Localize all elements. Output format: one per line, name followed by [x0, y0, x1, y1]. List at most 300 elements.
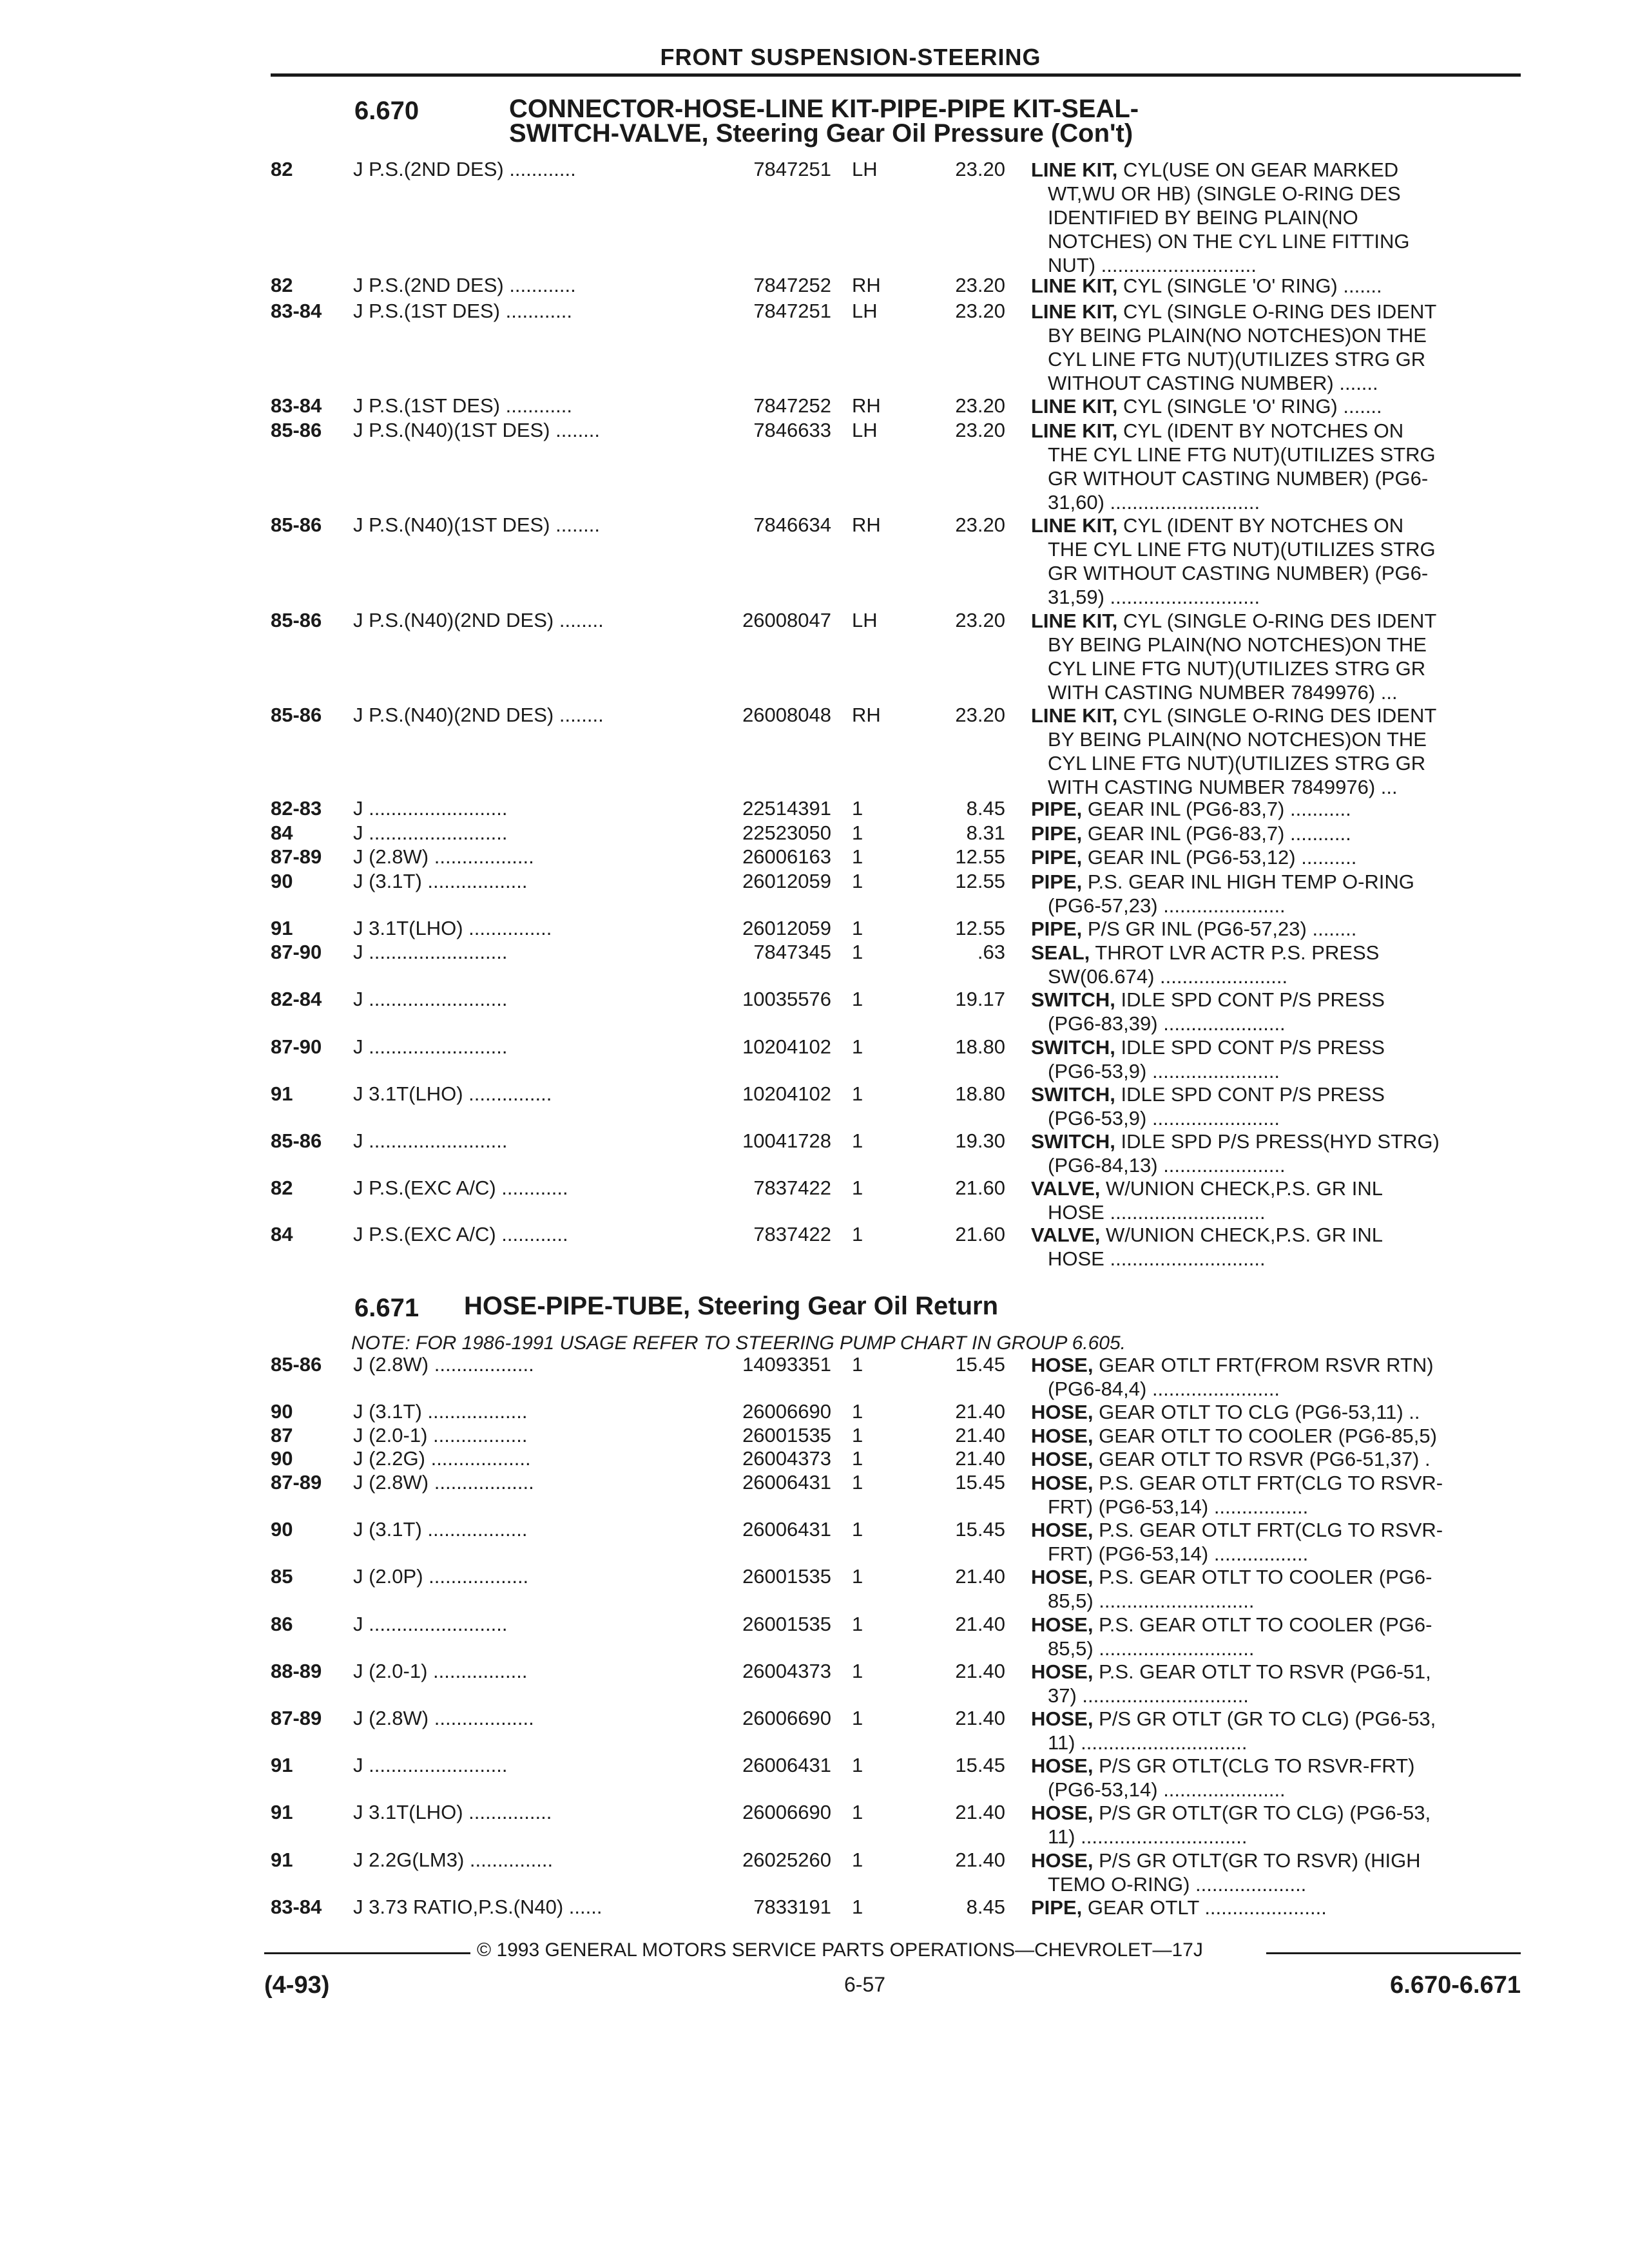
model-code: J 2.2G(LM3) ...............: [353, 1849, 554, 1871]
quantity: LH: [852, 419, 878, 441]
description: [1031, 988, 1508, 1035]
description-keyword: HOSE,: [1031, 1707, 1094, 1730]
description: [1031, 1353, 1508, 1401]
section-title: [509, 97, 1139, 146]
model-code: J (2.8W) ..................: [353, 1471, 534, 1494]
model-year: 82-83: [271, 797, 322, 820]
description: [1031, 1471, 1508, 1519]
description-keyword: LINE KIT,: [1031, 300, 1118, 323]
description-continuation: NUT) ............................: [1048, 254, 1257, 276]
part-number: 26001535: [742, 1565, 831, 1588]
description: [1031, 704, 1508, 799]
description: [1031, 1424, 1508, 1448]
part-number: 26008047: [742, 609, 831, 631]
description: [1031, 1129, 1508, 1177]
description: [1031, 917, 1508, 941]
model-code: J 3.1T(LHO) ...............: [353, 1801, 552, 1823]
description-continuation: 37) ..............................: [1048, 1684, 1249, 1707]
price: 8.31: [966, 822, 1005, 844]
price: 23.20: [955, 158, 1005, 180]
description: [1031, 1082, 1508, 1130]
description-keyword: PIPE,: [1031, 918, 1083, 940]
price: 12.55: [955, 870, 1005, 892]
price: 21.60: [955, 1223, 1005, 1245]
description-continuation: WITH CASTING NUMBER 7849976) ...: [1048, 776, 1398, 798]
page-header: [271, 44, 1521, 77]
part-number: 7847251: [753, 300, 831, 322]
description-keyword: LINE KIT,: [1031, 395, 1118, 418]
description-continuation: (PG6-53,9) .......................: [1048, 1107, 1280, 1129]
model-year: 91: [271, 1801, 293, 1823]
part-number: 26006690: [742, 1400, 831, 1423]
description-continuation: 11) ..............................: [1048, 1825, 1248, 1848]
description-text: CYL (SINGLE O-RING DES IDENT: [1117, 300, 1437, 323]
quantity: 1: [852, 1849, 863, 1871]
price: 23.20: [955, 419, 1005, 441]
page-number: 6-57: [844, 1973, 886, 1996]
description-text: P/S GR OTLT (GR TO CLG) (PG6-53,: [1093, 1707, 1436, 1730]
price: 21.40: [955, 1660, 1005, 1682]
description-keyword: LINE KIT,: [1031, 274, 1118, 297]
description: [1031, 1447, 1508, 1471]
part-number: 14093351: [742, 1353, 831, 1376]
price: 21.60: [955, 1177, 1005, 1199]
part-number: 26012059: [742, 870, 831, 892]
description-keyword: LINE KIT,: [1031, 514, 1118, 537]
model-year: 91: [271, 1082, 293, 1105]
model-year: 91: [271, 917, 293, 939]
model-year: 83-84: [271, 300, 322, 322]
description-keyword: SWITCH,: [1031, 1083, 1115, 1106]
model-code: J (2.0-1) .................: [353, 1424, 528, 1446]
description-continuation: 31,59) ...........................: [1048, 586, 1260, 608]
footer-rule-left: [264, 1952, 470, 1954]
description: [1031, 1565, 1508, 1613]
model-code: J 3.1T(LHO) ...............: [353, 1082, 552, 1105]
description-continuation: THE CYL LINE FTG NUT)(UTILIZES STRG: [1048, 538, 1436, 561]
price: 21.40: [955, 1613, 1005, 1635]
description-text: P/S GR INL (PG6-57,23) ........: [1082, 918, 1357, 940]
description-continuation: GR WITHOUT CASTING NUMBER) (PG6-: [1048, 562, 1429, 584]
price: 21.40: [955, 1849, 1005, 1871]
model-year: 87-90: [271, 1035, 322, 1058]
description: [1031, 158, 1508, 277]
description-text: CYL(USE ON GEAR MARKED: [1117, 159, 1399, 181]
quantity: 1: [852, 1082, 863, 1105]
model-year: 87-89: [271, 845, 322, 868]
description-keyword: HOSE,: [1031, 1566, 1094, 1588]
quantity: 1: [852, 1447, 863, 1470]
description-text: P.S. GEAR OTLT FRT(CLG TO RSVR-: [1093, 1472, 1443, 1494]
model-year: 84: [271, 822, 293, 844]
quantity: 1: [852, 1565, 863, 1588]
description-continuation: FRT) (PG6-53,14) .................: [1048, 1495, 1309, 1518]
description-keyword: HOSE,: [1031, 1401, 1094, 1423]
price: 19.30: [955, 1129, 1005, 1152]
description-text: P.S. GEAR OTLT TO COOLER (PG6-: [1093, 1566, 1432, 1588]
price: 23.20: [955, 704, 1005, 726]
model-year: 82: [271, 274, 293, 296]
quantity: 1: [852, 1400, 863, 1423]
model-year: 87-89: [271, 1471, 322, 1494]
model-year: 85-86: [271, 514, 322, 536]
description-continuation: (PG6-84,4) .......................: [1048, 1378, 1280, 1400]
description-continuation: (PG6-84,13) ......................: [1048, 1154, 1286, 1177]
quantity: 1: [852, 1896, 863, 1918]
description-keyword: PIPE,: [1031, 870, 1083, 893]
model-code: J P.S.(EXC A/C) ............: [353, 1177, 568, 1199]
quantity: 1: [852, 1035, 863, 1058]
model-code: J .........................: [353, 941, 508, 963]
description-keyword: SWITCH,: [1031, 1036, 1115, 1059]
model-code: J (2.8W) ..................: [353, 1353, 534, 1376]
description-keyword: SWITCH,: [1031, 1130, 1115, 1153]
description-text: P.S. GEAR INL HIGH TEMP O-RING: [1082, 870, 1414, 893]
model-code: J 3.73 RATIO,P.S.(N40) ......: [353, 1896, 602, 1918]
quantity: 1: [852, 917, 863, 939]
model-year: 90: [271, 870, 293, 892]
description-continuation: FRT) (PG6-53,14) .................: [1048, 1542, 1309, 1565]
description-text: CYL (SINGLE O-RING DES IDENT: [1117, 610, 1437, 632]
description-text: IDLE SPD CONT P/S PRESS: [1115, 1083, 1385, 1106]
model-year: 83-84: [271, 394, 322, 417]
model-code: J .........................: [353, 1035, 508, 1058]
description-text: IDLE SPD P/S PRESS(HYD STRG): [1115, 1130, 1440, 1153]
price: 18.80: [955, 1035, 1005, 1058]
model-code: J P.S.(1ST DES) ............: [353, 394, 572, 417]
part-number: 7846634: [753, 514, 831, 536]
description: [1031, 1400, 1508, 1424]
price: 21.40: [955, 1707, 1005, 1729]
price: 15.45: [955, 1518, 1005, 1541]
description-text: GEAR INL (PG6-83,7) ...........: [1082, 798, 1351, 820]
model-code: J P.S.(N40)(1ST DES) ........: [353, 419, 601, 441]
description: [1031, 514, 1508, 609]
price: 21.40: [955, 1400, 1005, 1423]
model-year: 85-86: [271, 609, 322, 631]
description: [1031, 1177, 1508, 1224]
description-continuation: (PG6-57,23) ......................: [1048, 894, 1286, 917]
description-keyword: LINE KIT,: [1031, 610, 1118, 632]
price: 8.45: [966, 1896, 1005, 1918]
model-code: J (2.2G) ..................: [353, 1447, 531, 1470]
section-title-line2: SWITCH-VALVE, Steering Gear Oil Pressure (Con't): [509, 119, 1133, 148]
price: 21.40: [955, 1424, 1005, 1446]
part-number: 26006163: [742, 845, 831, 868]
price: .63: [977, 941, 1005, 963]
model-code: J 3.1T(LHO) ...............: [353, 917, 552, 939]
model-code: J .........................: [353, 797, 508, 820]
description: [1031, 797, 1508, 821]
description-continuation: CYL LINE FTG NUT)(UTILIZES STRG GR: [1048, 657, 1426, 680]
price: 23.20: [955, 274, 1005, 296]
part-number: 26004373: [742, 1447, 831, 1470]
description-text: P/S GR OTLT(CLG TO RSVR-FRT): [1093, 1754, 1415, 1777]
price: 21.40: [955, 1801, 1005, 1823]
description-keyword: HOSE,: [1031, 1802, 1094, 1824]
model-year: 87: [271, 1424, 293, 1446]
quantity: 1: [852, 1424, 863, 1446]
description-keyword: SWITCH,: [1031, 988, 1115, 1011]
part-number: 10204102: [742, 1035, 831, 1058]
model-code: J P.S.(1ST DES) ............: [353, 300, 572, 322]
description-continuation: (PG6-53,14) ......................: [1048, 1778, 1286, 1801]
model-year: 83-84: [271, 1896, 322, 1918]
quantity: 1: [852, 1613, 863, 1635]
price: 21.40: [955, 1565, 1005, 1588]
model-code: J (2.0-1) .................: [353, 1660, 528, 1682]
description-text: CYL (SINGLE O-RING DES IDENT: [1117, 704, 1437, 727]
description-keyword: HOSE,: [1031, 1613, 1094, 1636]
description-keyword: HOSE,: [1031, 1660, 1094, 1683]
copyright: © 1993 GENERAL MOTORS SERVICE PARTS OPERATIONS—CHEVROLET—17J: [477, 1939, 1203, 1961]
model-code: J P.S.(2ND DES) ............: [353, 158, 576, 180]
description-continuation: WITHOUT CASTING NUMBER) .......: [1048, 372, 1378, 394]
description: [1031, 1801, 1508, 1849]
model-year: 85-86: [271, 1129, 322, 1152]
model-code: J P.S.(N40)(2ND DES) ........: [353, 609, 604, 631]
model-year: 82: [271, 1177, 293, 1199]
description-keyword: HOSE,: [1031, 1448, 1094, 1470]
description-text: CYL (SINGLE 'O' RING) .......: [1117, 274, 1382, 297]
model-code: J P.S.(2ND DES) ............: [353, 274, 576, 296]
part-number: 7833191: [753, 1896, 831, 1918]
part-number: 26006690: [742, 1801, 831, 1823]
model-code: J .........................: [353, 1754, 508, 1776]
model-code: J .........................: [353, 1613, 508, 1635]
model-code: J .........................: [353, 822, 508, 844]
description-text: P.S. GEAR OTLT TO RSVR (PG6-51,: [1093, 1660, 1431, 1683]
model-code: J (2.8W) ..................: [353, 845, 534, 868]
part-number: 7847251: [753, 158, 831, 180]
quantity: 1: [852, 1801, 863, 1823]
part-number: 26001535: [742, 1613, 831, 1635]
quantity: 1: [852, 988, 863, 1010]
description-text: GEAR OTLT ......................: [1082, 1896, 1327, 1919]
part-number: 26006431: [742, 1471, 831, 1494]
quantity: 1: [852, 1754, 863, 1776]
description-text: GEAR INL (PG6-83,7) ...........: [1082, 822, 1351, 845]
description-continuation: THE CYL LINE FTG NUT)(UTILIZES STRG: [1048, 443, 1436, 466]
description: [1031, 1660, 1508, 1707]
part-number: 22514391: [742, 797, 831, 820]
section-note: NOTE: FOR 1986-1991 USAGE REFER TO STEERING PUMP CHART IN GROUP 6.605.: [351, 1332, 1126, 1354]
description-continuation: CYL LINE FTG NUT)(UTILIZES STRG GR: [1048, 752, 1426, 774]
part-number: 7847345: [753, 941, 831, 963]
description-keyword: PIPE,: [1031, 846, 1083, 869]
price: 23.20: [955, 609, 1005, 631]
model-year: 91: [271, 1754, 293, 1776]
quantity: 1: [852, 1518, 863, 1541]
quantity: LH: [852, 300, 878, 322]
price: 23.20: [955, 514, 1005, 536]
description: [1031, 1849, 1508, 1896]
part-number: 26012059: [742, 917, 831, 939]
description: [1031, 1707, 1508, 1754]
description-continuation: GR WITHOUT CASTING NUMBER) (PG6-: [1048, 467, 1429, 490]
description-keyword: PIPE,: [1031, 798, 1083, 820]
model-year: 85: [271, 1565, 293, 1588]
quantity: 1: [852, 845, 863, 868]
description-continuation: BY BEING PLAIN(NO NOTCHES)ON THE: [1048, 633, 1427, 656]
description-keyword: LINE KIT,: [1031, 704, 1118, 727]
model-code: J P.S.(EXC A/C) ............: [353, 1223, 568, 1245]
page-title: FRONT SUSPENSION-STEERING: [660, 44, 1041, 70]
price: 23.20: [955, 300, 1005, 322]
description-keyword: HOSE,: [1031, 1472, 1094, 1494]
description-text: GEAR OTLT FRT(FROM RSVR RTN): [1093, 1354, 1434, 1376]
quantity: 1: [852, 797, 863, 820]
description-text: CYL (SINGLE 'O' RING) .......: [1117, 395, 1382, 418]
footer-date: (4-93): [264, 1972, 330, 1999]
description-continuation: HOSE ............................: [1048, 1247, 1266, 1270]
model-code: J .........................: [353, 1129, 508, 1152]
quantity: LH: [852, 609, 878, 631]
description-keyword: HOSE,: [1031, 1519, 1094, 1541]
part-number: 26006690: [742, 1707, 831, 1729]
model-year: 90: [271, 1447, 293, 1470]
price: 19.17: [955, 988, 1005, 1010]
description-text: P.S. GEAR OTLT FRT(CLG TO RSVR-: [1093, 1519, 1443, 1541]
model-year: 91: [271, 1849, 293, 1871]
description: [1031, 1613, 1508, 1660]
price: 18.80: [955, 1082, 1005, 1105]
description-keyword: SEAL,: [1031, 941, 1090, 964]
quantity: 1: [852, 1223, 863, 1245]
price: 8.45: [966, 797, 1005, 820]
part-number: 26025260: [742, 1849, 831, 1871]
description-keyword: HOSE,: [1031, 1354, 1094, 1376]
description-text: W/UNION CHECK,P.S. GR INL: [1100, 1224, 1383, 1246]
model-year: 86: [271, 1613, 293, 1635]
description-continuation: BY BEING PLAIN(NO NOTCHES)ON THE: [1048, 324, 1427, 347]
part-number: 7837422: [753, 1223, 831, 1245]
model-year: 85-86: [271, 419, 322, 441]
quantity: 1: [852, 1177, 863, 1199]
description: [1031, 274, 1508, 298]
description-keyword: HOSE,: [1031, 1425, 1094, 1447]
model-code: J .........................: [353, 988, 508, 1010]
description-text: GEAR OTLT TO CLG (PG6-53,11) ..: [1093, 1401, 1420, 1423]
description-text: IDLE SPD CONT P/S PRESS: [1115, 1036, 1385, 1059]
description-text: P.S. GEAR OTLT TO COOLER (PG6-: [1093, 1613, 1432, 1636]
model-year: 87-90: [271, 941, 322, 963]
quantity: 1: [852, 1471, 863, 1494]
quantity: 1: [852, 1660, 863, 1682]
section-title: HOSE-PIPE-TUBE, Steering Gear Oil Return: [464, 1292, 999, 1320]
description-keyword: VALVE,: [1031, 1177, 1101, 1200]
part-number: 26008048: [742, 704, 831, 726]
description-continuation: WT,WU OR HB) (SINGLE O-RING DES: [1048, 182, 1401, 205]
description-continuation: 85,5) ............................: [1048, 1590, 1255, 1612]
section-number: 6.671: [354, 1294, 419, 1322]
part-number: 26004373: [742, 1660, 831, 1682]
model-code: J (2.0P) ..................: [353, 1565, 529, 1588]
model-year: 90: [271, 1518, 293, 1541]
description: [1031, 941, 1508, 988]
description-continuation: (PG6-53,9) .......................: [1048, 1060, 1280, 1082]
quantity: 1: [852, 822, 863, 844]
description-text: GEAR OTLT TO COOLER (PG6-85,5): [1093, 1425, 1437, 1447]
description-continuation: CYL LINE FTG NUT)(UTILIZES STRG GR: [1048, 348, 1426, 370]
quantity: 1: [852, 1129, 863, 1152]
price: 12.55: [955, 845, 1005, 868]
quantity: 1: [852, 941, 863, 963]
description-text: THROT LVR ACTR P.S. PRESS: [1090, 941, 1380, 964]
description-continuation: IDENTIFIED BY BEING PLAIN(NO: [1048, 206, 1358, 229]
model-year: 90: [271, 1400, 293, 1423]
description: [1031, 870, 1508, 918]
description-keyword: LINE KIT,: [1031, 159, 1118, 181]
description-continuation: SW(06.674) .......................: [1048, 965, 1288, 988]
description-text: IDLE SPD CONT P/S PRESS: [1115, 988, 1385, 1011]
description-continuation: (PG6-83,39) ......................: [1048, 1012, 1286, 1035]
section-title-line1: CONNECTOR-HOSE-LINE KIT-PIPE-PIPE KIT-SEAL-: [509, 95, 1139, 123]
description: [1031, 419, 1508, 514]
model-year: 85-86: [271, 704, 322, 726]
model-year: 85-86: [271, 1353, 322, 1376]
description-continuation: TEMO O-RING) ....................: [1048, 1873, 1307, 1896]
description-continuation: 85,5) ............................: [1048, 1637, 1255, 1660]
description-continuation: 31,60) ...........................: [1048, 491, 1260, 514]
section-range: 6.670-6.671: [1390, 1972, 1521, 1999]
model-code: J (2.8W) ..................: [353, 1707, 534, 1729]
description: [1031, 300, 1508, 395]
model-code: J (3.1T) ..................: [353, 1400, 528, 1423]
model-code: J (3.1T) ..................: [353, 1518, 528, 1541]
description: [1031, 1223, 1508, 1271]
model-year: 88-89: [271, 1660, 322, 1682]
description-text: CYL (IDENT BY NOTCHES ON: [1117, 419, 1404, 442]
description-text: P/S GR OTLT(GR TO RSVR) (HIGH: [1093, 1849, 1421, 1872]
description-text: GEAR INL (PG6-53,12) ..........: [1082, 846, 1357, 869]
description-continuation: WITH CASTING NUMBER 7849976) ...: [1048, 681, 1398, 704]
quantity: LH: [852, 158, 878, 180]
part-number: 26001535: [742, 1424, 831, 1446]
quantity: 1: [852, 870, 863, 892]
price: 15.45: [955, 1353, 1005, 1376]
model-code: J (3.1T) ..................: [353, 870, 528, 892]
part-number: 10204102: [742, 1082, 831, 1105]
description: [1031, 609, 1508, 704]
quantity: 1: [852, 1707, 863, 1729]
description-text: W/UNION CHECK,P.S. GR INL: [1100, 1177, 1383, 1200]
part-number: 7846633: [753, 419, 831, 441]
description-text: P/S GR OTLT(GR TO CLG) (PG6-53,: [1093, 1802, 1431, 1824]
part-number: 10035576: [742, 988, 831, 1010]
model-code: J P.S.(N40)(1ST DES) ........: [353, 514, 601, 536]
description-keyword: VALVE,: [1031, 1224, 1101, 1246]
part-number: 26006431: [742, 1518, 831, 1541]
part-number: 7837422: [753, 1177, 831, 1199]
header-rule: [271, 73, 1521, 77]
part-number: 22523050: [742, 822, 831, 844]
price: 12.55: [955, 917, 1005, 939]
description-continuation: NOTCHES) ON THE CYL LINE FITTING: [1048, 230, 1410, 253]
description: [1031, 394, 1508, 418]
description: [1031, 1035, 1508, 1083]
description-keyword: HOSE,: [1031, 1754, 1094, 1777]
quantity: RH: [852, 274, 881, 296]
model-year: 84: [271, 1223, 293, 1245]
description: [1031, 1518, 1508, 1566]
model-year: 82-84: [271, 988, 322, 1010]
model-year: 87-89: [271, 1707, 322, 1729]
model-code: J P.S.(N40)(2ND DES) ........: [353, 704, 604, 726]
description-continuation: 11) ..............................: [1048, 1731, 1248, 1754]
quantity: RH: [852, 394, 881, 417]
description-continuation: HOSE ............................: [1048, 1201, 1266, 1224]
